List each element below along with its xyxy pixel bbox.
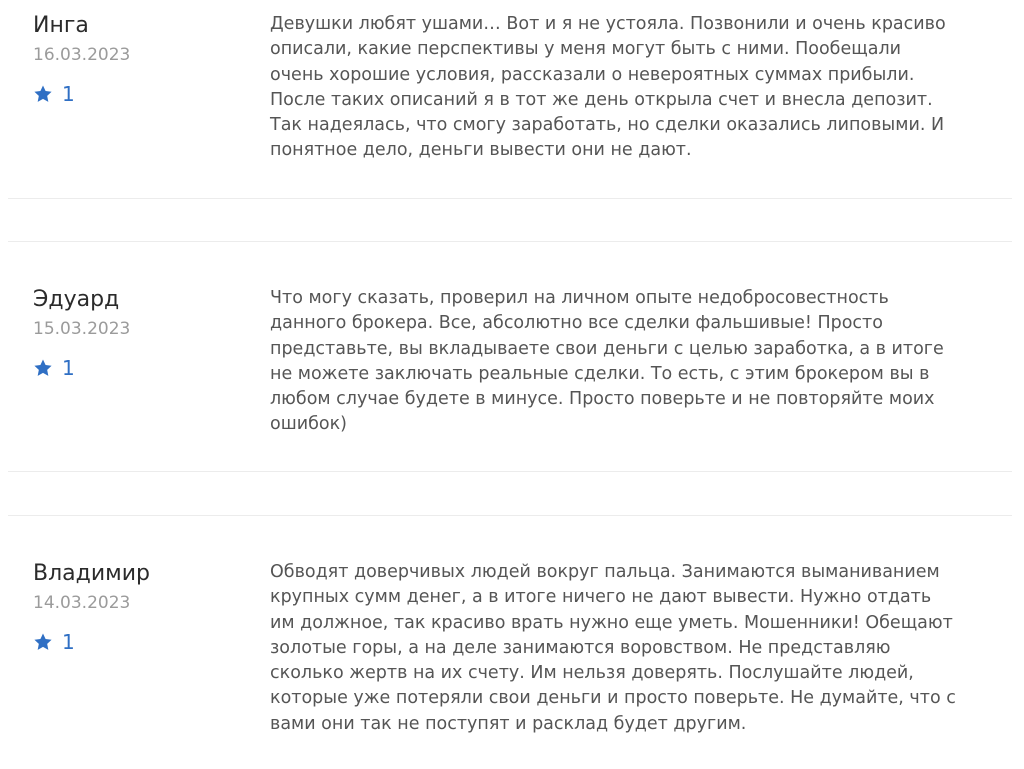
- review-text: Что могу сказать, проверил на личном опыте недобросовестность данного брокера. Все, абсолютно все сделки фальшивые! Просто представьте, вы вкладываете свои деньги с целью заработка, а в итоге не можете заключать реальные сделки. То есть, с этим брокером вы в любом случае будете в минусе. Просто поверьте и не повторяйте моих ошибок): [270, 288, 944, 435]
- divider: [8, 471, 1012, 472]
- review-date: 14.03.2023: [33, 593, 131, 613]
- review-author: Инга: [33, 13, 89, 38]
- review-meta: [33, 286, 263, 382]
- rating-value: 1: [62, 630, 75, 654]
- divider: [8, 198, 1012, 199]
- review-author: Владимир: [33, 561, 151, 586]
- rating-value: 1: [62, 82, 75, 106]
- divider: [8, 241, 1012, 242]
- review-rating: [33, 628, 263, 656]
- star-icon: [33, 632, 53, 652]
- review-rating: [33, 80, 263, 108]
- star-icon: [33, 84, 53, 104]
- star-icon: [33, 358, 53, 378]
- review-date: 16.03.2023: [33, 45, 131, 65]
- divider: [8, 515, 1012, 516]
- review-meta: [33, 12, 263, 108]
- rating-value: 1: [62, 356, 75, 380]
- review-author: Эдуард: [33, 287, 120, 312]
- review-text: Обводят доверчивых людей вокруг пальца. Занимаются выманиванием крупных сумм денег, а в итоге ничего не дают вывести. Нужно отдать им должное, так красиво врать нужно еще уметь. Мошенники! Обещают золотые горы, а на деле занимаются воровством. Не представляю сколько жертв на их счету. Им нельзя доверять. Послушайте людей, которые уже потеряли свои деньги и просто поверьте. Не думайте, что с вами они так не поступят и расклад будет другим.: [270, 562, 956, 734]
- review-rating: [33, 354, 263, 382]
- review-meta: [33, 560, 263, 656]
- review-text: Девушки любят ушами… Вот и я не устояла. Позвонили и очень красиво описали, какие перспективы у меня могут быть с ними. Пообещали очень хорошие условия, рассказали о невероятных суммах прибыли. После таких описаний я в тот же день открыла счет и внесла депозит. Так надеялась, что смогу заработать, но сделки оказались липовыми. И понятное дело, деньги вывести они не дают.: [270, 14, 946, 161]
- review-date: 15.03.2023: [33, 319, 131, 339]
